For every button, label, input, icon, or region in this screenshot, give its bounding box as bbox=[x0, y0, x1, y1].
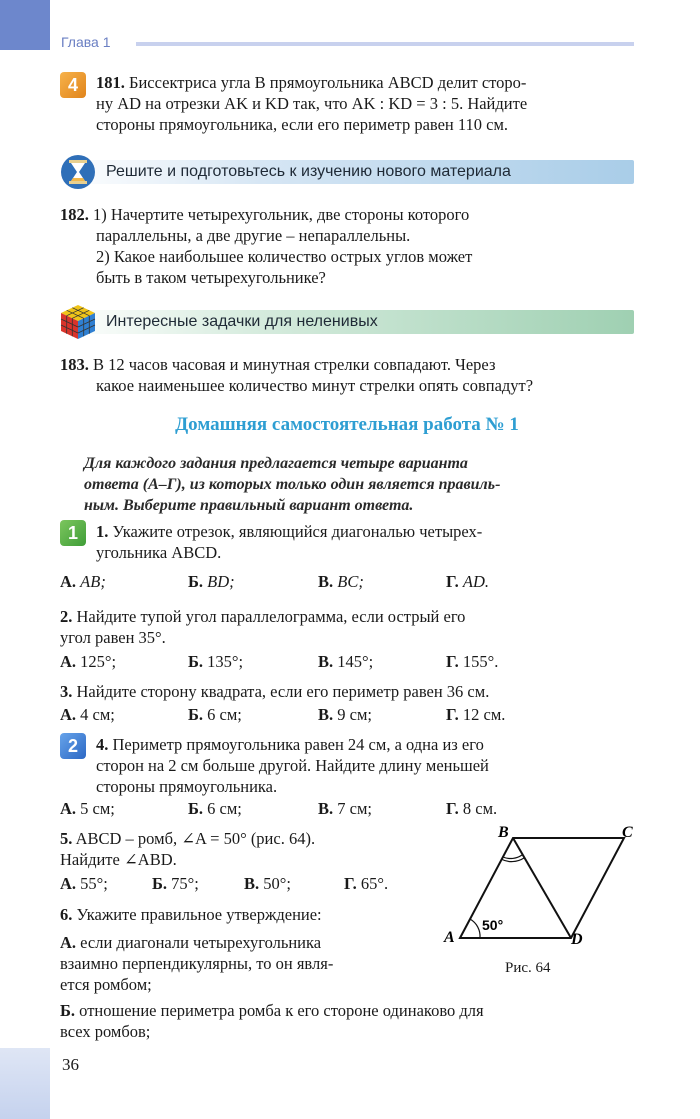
option-value: 8 см. bbox=[462, 799, 498, 818]
text-line: взаимно перпендикулярны, то он явля- bbox=[60, 954, 334, 973]
banner-title: Решите и подготовьтесь к изучению нового материала bbox=[106, 163, 511, 180]
answer-option bbox=[188, 652, 243, 672]
statement-a bbox=[60, 932, 424, 995]
option-value: 6 см; bbox=[207, 705, 242, 724]
level-1-badge: 1 bbox=[60, 520, 86, 546]
text-line: В 12 часов часовая и минутная стрелки совпадают. Через bbox=[93, 355, 496, 374]
option-label: Г. bbox=[446, 652, 459, 671]
text-line: ным. Выберите правильный вариант ответа. bbox=[84, 497, 414, 514]
option-label: В. bbox=[318, 799, 334, 818]
corner-decoration-bottom bbox=[0, 1048, 50, 1119]
chapter-label: Глава 1 bbox=[61, 34, 111, 50]
page-number: 36 bbox=[62, 1055, 79, 1074]
text-line: Найдите сторону квадрата, если его периметр равен 36 см. bbox=[76, 682, 490, 701]
option-label: В. bbox=[318, 572, 334, 591]
question-6 bbox=[60, 904, 430, 925]
option-value: 9 см; bbox=[337, 705, 372, 724]
option-label: Г. bbox=[446, 572, 459, 591]
text-line: быть в таком четырехугольнике? bbox=[96, 268, 326, 287]
problem-number: 182. bbox=[60, 205, 89, 224]
question-1 bbox=[96, 521, 634, 563]
header-rule bbox=[136, 42, 634, 46]
problem-number: 183. bbox=[60, 355, 89, 374]
answer-option bbox=[60, 799, 115, 819]
option-label: Б. bbox=[188, 572, 204, 591]
option-label: А. bbox=[60, 705, 77, 724]
text-line: Найдите ∠ABD. bbox=[60, 850, 177, 869]
vertex-label-a: A bbox=[444, 929, 455, 946]
figure-caption: Рис. 64 bbox=[505, 960, 551, 976]
text-line: Для каждого задания предлагается четыре варианта bbox=[84, 455, 468, 472]
section-banner-interesting bbox=[60, 310, 634, 334]
option-label: Г. bbox=[446, 705, 459, 724]
problem-183 bbox=[60, 354, 634, 396]
question-2 bbox=[60, 606, 634, 648]
text-line: параллельны, а две другие – непараллельны. bbox=[96, 226, 411, 245]
option-label: Б. bbox=[188, 652, 204, 671]
answer-option bbox=[446, 652, 498, 672]
option-label: А. bbox=[60, 933, 77, 952]
section-banner-prepare bbox=[60, 160, 634, 184]
text-line: ется ромбом; bbox=[60, 975, 152, 994]
vertex-label-d: D bbox=[571, 931, 583, 948]
problem-182 bbox=[60, 204, 634, 288]
option-value: BD; bbox=[207, 572, 235, 591]
vertex-label-c: C bbox=[622, 824, 633, 841]
text-line: 2) Какое наибольшее количество острых углов может bbox=[96, 247, 473, 266]
text-line: Найдите тупой угол параллелограмма, если острый его bbox=[76, 607, 466, 626]
option-value: 12 см. bbox=[462, 705, 506, 724]
angle-arc-b bbox=[503, 855, 522, 859]
option-value: 55°; bbox=[80, 874, 108, 893]
diagonal-bd bbox=[513, 838, 571, 938]
option-label: Б. bbox=[188, 705, 204, 724]
answer-option bbox=[446, 572, 489, 592]
option-value: AB; bbox=[80, 572, 106, 591]
text-line: угол равен 35°. bbox=[60, 628, 166, 647]
level-2-badge: 2 bbox=[60, 733, 86, 759]
text-line: отношение периметра ромба к его стороне одинаково для bbox=[79, 1001, 484, 1020]
option-value: 135°; bbox=[207, 652, 244, 671]
option-value: BC; bbox=[337, 572, 364, 591]
angle-label: 50° bbox=[482, 917, 504, 933]
option-value: AD. bbox=[462, 572, 490, 591]
text-line: Укажите отрезок, являющийся диагональю четырех- bbox=[112, 522, 483, 541]
option-label: Б. bbox=[152, 874, 168, 893]
problem-181 bbox=[96, 72, 634, 135]
option-value: 155°. bbox=[462, 652, 499, 671]
question-number: 3. bbox=[60, 682, 73, 701]
answer-option bbox=[60, 874, 108, 894]
angle-arc-a bbox=[470, 919, 480, 938]
answer-option bbox=[244, 874, 291, 894]
text-line: ABCD – ромб, ∠A = 50° (рис. 64). bbox=[75, 829, 316, 848]
corner-decoration-top bbox=[0, 0, 50, 50]
answer-option bbox=[60, 705, 115, 725]
option-label: Г. bbox=[344, 874, 357, 893]
answer-option bbox=[318, 799, 372, 819]
text-line: Укажите правильное утверждение: bbox=[76, 905, 322, 924]
question-number: 6. bbox=[60, 905, 73, 924]
option-label: А. bbox=[60, 799, 77, 818]
question-number: 1. bbox=[96, 522, 109, 541]
vertex-label-b: B bbox=[498, 824, 509, 841]
answer-option bbox=[60, 572, 106, 592]
answer-option bbox=[188, 572, 235, 592]
hourglass-icon bbox=[60, 154, 96, 190]
option-value: 75°; bbox=[171, 874, 199, 893]
text-line: 1) Начертите четырехугольник, две стороны которого bbox=[93, 205, 470, 224]
question-number: 2. bbox=[60, 607, 73, 626]
answer-option bbox=[318, 652, 373, 672]
text-line: ответа (А–Г), из которых только один является правиль- bbox=[84, 476, 501, 493]
problem-number: 181. bbox=[96, 73, 125, 92]
question-4 bbox=[96, 734, 634, 797]
text-line: сторон на 2 см больше другой. Найдите длину меньшей bbox=[96, 756, 489, 775]
option-value: 50°; bbox=[263, 874, 291, 893]
question-number: 4. bbox=[96, 735, 109, 754]
rubik-cube-icon bbox=[58, 302, 98, 342]
option-value: 145°; bbox=[337, 652, 374, 671]
text-line: стороны прямоугольника. bbox=[96, 777, 278, 796]
text-line: угольника ABCD. bbox=[96, 543, 222, 562]
question-5 bbox=[60, 828, 430, 870]
text-line: Биссектриса угла B прямоугольника ABCD делит сторо- bbox=[129, 73, 527, 92]
option-label: В. bbox=[318, 652, 334, 671]
option-label: В. bbox=[244, 874, 260, 893]
option-label: А. bbox=[60, 572, 77, 591]
statement-b bbox=[60, 1000, 634, 1042]
instructions bbox=[84, 453, 634, 516]
answer-option bbox=[446, 705, 505, 725]
text-line: стороны прямоугольника, если его периметр равен 110 см. bbox=[96, 115, 509, 134]
answer-option bbox=[318, 705, 372, 725]
option-label: Г. bbox=[446, 799, 459, 818]
text-line: если диагонали четырехугольника bbox=[80, 933, 322, 952]
text-line: ну AD на отрезки AK и KD так, что AK : KD = 3 : 5. Найдите bbox=[96, 94, 528, 113]
option-label: А. bbox=[60, 652, 77, 671]
option-value: 5 см; bbox=[80, 799, 115, 818]
banner-title: Интересные задачки для неленивых bbox=[106, 313, 378, 330]
question-number: 5. bbox=[60, 829, 73, 848]
option-label: Б. bbox=[60, 1001, 76, 1020]
answer-option bbox=[188, 705, 242, 725]
text-line: какое наименьшее количество минут стрелки опять совпадут? bbox=[96, 376, 534, 395]
answer-option bbox=[188, 799, 242, 819]
level-4-badge: 4 bbox=[60, 72, 86, 98]
question-3 bbox=[60, 681, 634, 702]
section-heading: Домашняя самостоятельная работа № 1 bbox=[175, 414, 519, 435]
option-value: 7 см; bbox=[337, 799, 372, 818]
option-value: 125°; bbox=[80, 652, 117, 671]
text-line: всех ромбов; bbox=[60, 1022, 151, 1041]
text-line: Периметр прямоугольника равен 24 см, а одна из его bbox=[112, 735, 484, 754]
option-label: В. bbox=[318, 705, 334, 724]
option-value: 6 см; bbox=[207, 799, 242, 818]
option-label: Б. bbox=[188, 799, 204, 818]
answer-option bbox=[344, 874, 388, 894]
option-label: А. bbox=[60, 874, 77, 893]
answer-option bbox=[60, 652, 116, 672]
answer-option bbox=[152, 874, 199, 894]
option-value: 4 см; bbox=[80, 705, 115, 724]
option-value: 65°. bbox=[360, 874, 389, 893]
answer-option bbox=[446, 799, 497, 819]
answer-option bbox=[318, 572, 364, 592]
